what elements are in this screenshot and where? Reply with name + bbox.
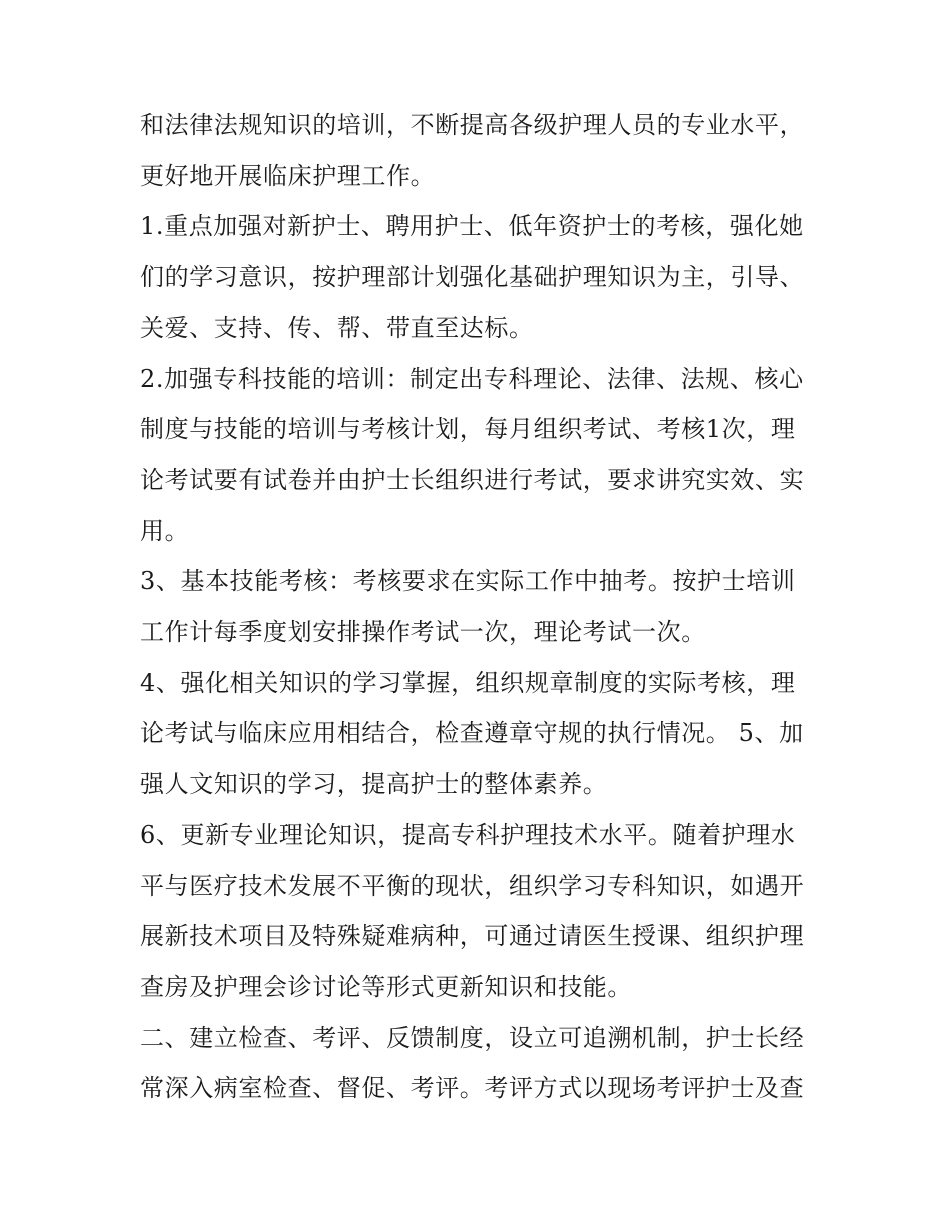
text-line: 4、强化相关知识的学习掌握，组织规章制度的实际考核，理 [140,668,796,697]
text-line: 论考试要有试卷并由护士长组织进行考试，要求讲究实效、实 [140,465,805,494]
text-line: 工作计每季度划安排操作考试一次，理论考试一次。 [140,618,706,647]
text-line: 3、基本技能考核：考核要求在实际工作中抽考。按护士培训 [140,567,796,596]
text-line: 强人文知识的学习，提高护士的整体素养。 [140,770,608,799]
text-line: 们的学习意识，按护理部计划强化基础护理知识为主，引导、 [140,263,805,292]
text-line: 常深入病室检查、督促、考评。考评方式以现场考评护士及查 [140,1074,805,1103]
paragraph-item-2 [140,354,830,557]
paragraph-item-1 [140,201,830,353]
text-line: 平与医疗技术发展不平衡的现状，组织学习专科知识，如遇开 [140,871,805,900]
text-line: 二、建立检查、考评、反馈制度，设立可追溯机制，护士长经 [140,1023,805,1052]
text-line: 和法律法规知识的培训，不断提高各级护理人员的专业水平， [140,111,805,139]
paragraph-section-2 [140,1013,830,1114]
text-line: 制度与技能的培训与考核计划，每月组织考试、考核1次，理 [140,415,796,444]
text-line: 6、更新专业理论知识，提高专科护理技术水平。随着护理水 [140,820,796,849]
text-line: 论考试与临床应用相结合，检查遵章守规的执行情况。 5、加 [140,719,804,748]
paragraph-training-intro [140,100,830,201]
paragraph-item-6 [140,810,830,1013]
paragraph-item-3 [140,556,830,657]
text-line: 展新技术项目及特殊疑难病种，可通过请医生授课、组织护理 [140,922,805,951]
document-body [140,100,830,1114]
text-line: 更好地开展临床护理工作。 [140,161,436,190]
paragraph-item-4-5 [140,658,830,810]
text-line: 查房及护理会诊讨论等形式更新知识和技能。 [140,972,632,1001]
text-line: 2.加强专科技能的培训：制定出专科理论、法律、法规、核心 [140,364,804,393]
text-line: 关爱、支持、传、帮、带直至达标。 [140,313,534,342]
text-line: 1.重点加强对新护士、聘用护士、低年资护士的考核，强化她 [140,212,804,241]
text-line: 用。 [140,516,190,545]
